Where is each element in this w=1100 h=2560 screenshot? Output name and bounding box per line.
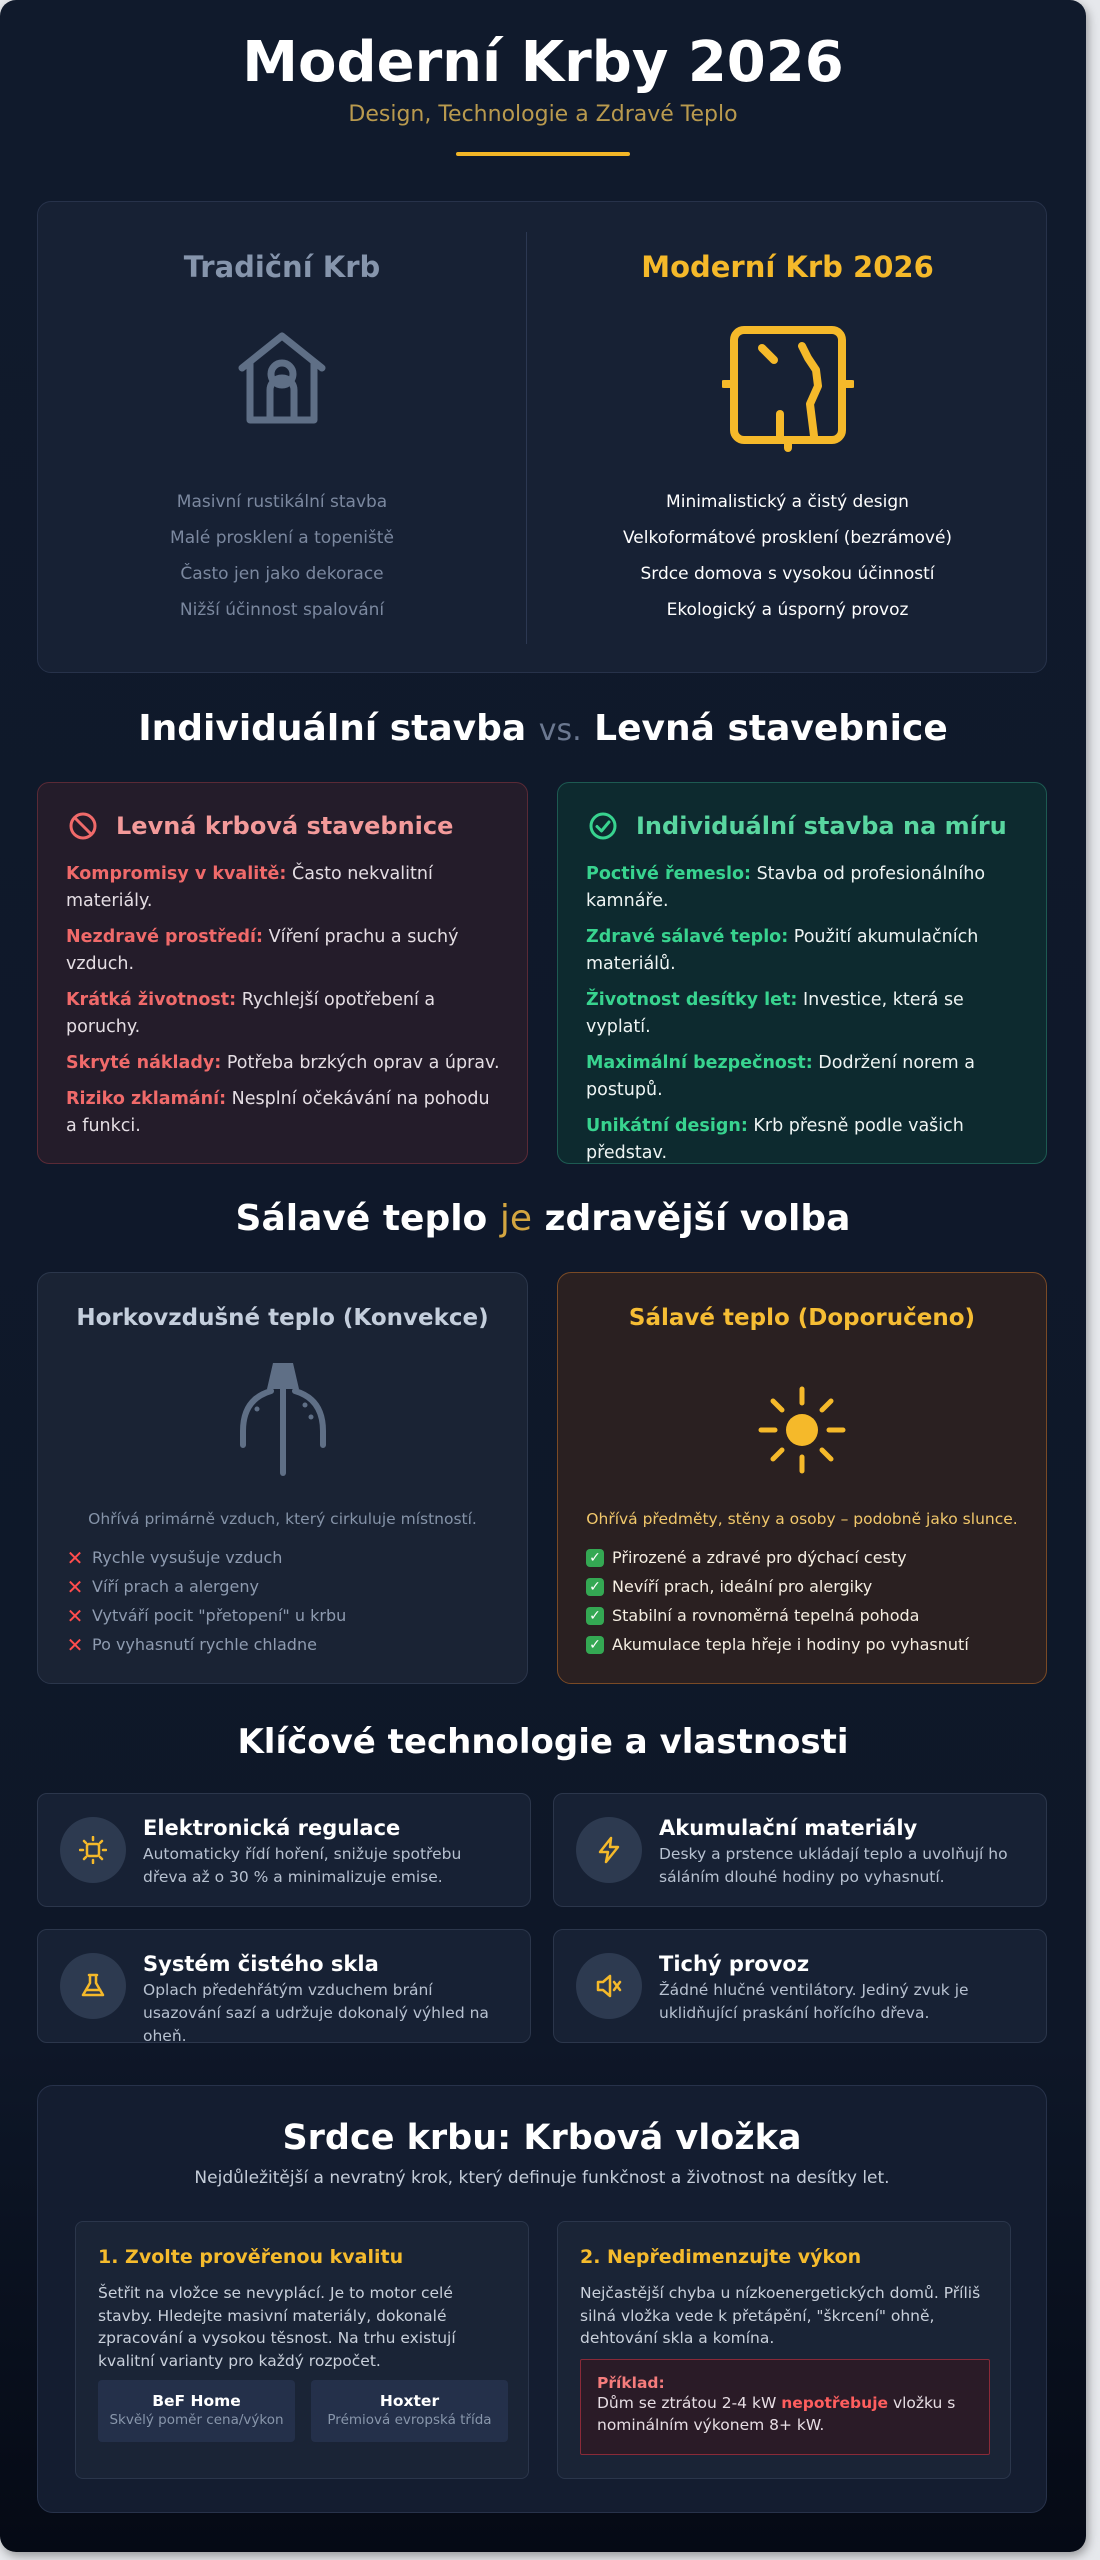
check-icon: ✓ — [586, 1578, 604, 1596]
feature-card — [37, 1793, 531, 1907]
feature-title: Systém čistého skla — [143, 1952, 379, 1976]
page-subtitle: Design, Technologie a Zdravé Teplo — [348, 102, 738, 127]
title-underline — [456, 152, 630, 156]
brand-box — [98, 2380, 295, 2442]
list-item: Maximální bezpečnost: Dodržení norem a postupů. — [586, 1053, 975, 1100]
title-right: Levná stavebnice — [594, 708, 948, 749]
step-title: 2. Nepředimenzujte výkon — [580, 2246, 862, 2268]
convection-card — [37, 1272, 528, 1684]
step-power — [557, 2221, 1011, 2479]
list-item: ✓ Akumulace tepla hřeje i hodiny po vyhasnutí — [586, 1630, 969, 1659]
example-text: Dům se ztrátou 2-4 kW nepotřebuje vložku s nominálním výkonem 8+ kW. — [597, 2394, 956, 2434]
flask-icon — [79, 1972, 107, 2000]
feature-icon-badge — [60, 1953, 126, 2019]
feature-text: Oplach předehřátým vzduchem brání usazování sazí a udržuje dokonalý výhled na oheň. — [143, 1981, 489, 2045]
list-item: Nižší účinnost spalování — [179, 600, 385, 620]
cross-icon: ✕ — [66, 1545, 84, 1570]
list-item: Srdce domova s vysokou účinností — [640, 564, 935, 584]
feature-icon-badge — [576, 1817, 642, 1883]
card-header — [588, 811, 1007, 841]
card-description: Ohřívá primárně vzduch, který cirkuluje místností. — [88, 1510, 477, 1528]
title-mid: je — [499, 1198, 532, 1239]
section-title-heat — [0, 1198, 1086, 1239]
insert-title: Srdce krbu: Krbová vložka — [282, 2118, 802, 2158]
list-item: ✕ Rychle vysušuje vzduch — [66, 1545, 283, 1570]
card-description: Ohřívá předměty, stěny a osoby – podobně jako slunce. — [586, 1510, 1018, 1528]
sun-regulator-icon — [79, 1836, 107, 1864]
list-item: ✕ Po vyhasnutí rychle chladne — [66, 1632, 317, 1657]
feature-card — [553, 1793, 1047, 1907]
list-item: Unikátní design: Krb přesně podle vašich představ. — [586, 1116, 964, 1163]
list-item: Kompromisy v kvalitě: Často nekvalitní materiály. — [66, 864, 433, 911]
card-title: Sálavé teplo (Doporučeno) — [628, 1305, 976, 1331]
list-item: Skryté náklady: Potřeba brzkých oprav a úprav. — [66, 1053, 500, 1073]
traditional-column — [38, 202, 526, 672]
step-text: Šetřit na vložce se nevyplácí. Je to motor celé stavby. Hledejte masivní materiály, dokonalé zpracování a vysokou těsnost. Na trhu existují kvalitní varianty pro každý rozpočet. — [98, 2284, 456, 2370]
traditional-title: Tradiční Krb — [183, 250, 381, 284]
feature-title: Tichý provoz — [659, 1952, 810, 1976]
modern-column — [527, 202, 1048, 672]
radiant-card — [557, 1272, 1047, 1684]
step-text: Nejčastější chyba u nízkoenergetických domů. Příliš silná vložka vede k přetápění, "škrcení" ohně, dehtování skla a komína. — [580, 2284, 981, 2347]
feature-text: Žádné hlučné ventilátory. Jediný zvuk je uklidňující praskání hořícího dřeva. — [659, 1981, 969, 2022]
list-item: ✕ Víří prach a alergeny — [66, 1574, 259, 1599]
brand-box — [311, 2380, 508, 2442]
card-title: Horkovzdušné teplo (Konvekce) — [76, 1305, 489, 1331]
modern-title: Moderní Krb 2026 — [641, 250, 934, 284]
check-icon: ✓ — [586, 1636, 604, 1654]
sun-icon — [757, 1385, 847, 1475]
list-item: Minimalistický a čistý design — [666, 492, 909, 512]
cross-icon: ✕ — [66, 1632, 84, 1657]
cheap-list — [66, 861, 503, 1149]
example-box — [580, 2359, 990, 2455]
list-item: Riziko zklamání: Nesplní očekávání na pohodu a funkci. — [66, 1089, 490, 1136]
card-title: Levná krbová stavebnice — [116, 812, 454, 840]
list-item: Malé prosklení a topeniště — [170, 528, 394, 548]
list-item: Poctivé řemeslo: Stavba od profesionálního kamnáře. — [586, 864, 986, 911]
feature-title: Elektronická regulace — [143, 1816, 401, 1840]
list-item: Velkoformátové prosklení (bezrámové) — [622, 528, 953, 548]
title-left: Sálavé teplo — [235, 1198, 488, 1239]
brand-name: Hoxter — [379, 2392, 440, 2410]
cross-icon: ✕ — [66, 1603, 84, 1628]
feature-card — [553, 1929, 1047, 2043]
insert-subtitle: Nejdůležitější a nevratný krok, který definuje funkčnost a životnost na desítky let. — [194, 2168, 890, 2188]
list-item: Nezdravé prostředí: Víření prachu a suchý vzduch. — [66, 927, 459, 974]
brand-name: BeF Home — [152, 2392, 241, 2410]
modern-list — [527, 484, 1048, 628]
air-vent-icon — [235, 1361, 331, 1477]
modern-fireplace-icon — [722, 324, 854, 452]
feature-icon-badge — [60, 1817, 126, 1883]
example-title: Příklad: — [597, 2374, 665, 2392]
list-item: Krátká životnost: Rychlejší opotřebení a poruchy. — [66, 990, 436, 1037]
list-item: ✓ Nevíří prach, ideální pro alergiky — [586, 1572, 969, 1601]
convection-list — [66, 1543, 346, 1659]
section-title-tech: Klíčové technologie a vlastnosti — [237, 1722, 849, 1762]
list-item: ✓ Přirozené a zdravé pro dýchací cesty — [586, 1543, 969, 1572]
list-item: Masivní rustikální stavba — [176, 492, 388, 512]
list-item: Zdravé sálavé teplo: Použití akumulačních materiálů. — [586, 927, 979, 974]
check-icon: ✓ — [586, 1607, 604, 1625]
house-icon — [232, 328, 332, 428]
check-icon: ✓ — [586, 1549, 604, 1567]
step-quality — [75, 2221, 529, 2479]
list-item: Často jen jako dekorace — [180, 564, 384, 584]
feature-text: Automaticky řídí hoření, snižuje spotřebu dřeva až o 30 % a minimalizuje emise. — [143, 1845, 462, 1886]
list-item: Životnost desítky let: Investice, která se vyplatí. — [586, 990, 964, 1037]
title-right: zdravější volba — [544, 1198, 851, 1239]
list-item: ✓ Stabilní a rovnoměrná tepelná pohoda — [586, 1601, 969, 1630]
list-item: ✕ Vytváří pocit "přetopení" u krbu — [66, 1603, 347, 1628]
page-title: Moderní Krby 2026 — [242, 30, 844, 95]
comparison-panel — [37, 201, 1047, 673]
brand-note: Prémiová evropská třída — [327, 2412, 492, 2428]
feature-card — [37, 1929, 531, 2043]
list-item: Ekologický a úsporný provoz — [666, 600, 909, 620]
custom-list — [586, 861, 1022, 1176]
title-left: Individuální stavba — [138, 708, 527, 749]
radiant-list — [586, 1543, 969, 1659]
vs-label: vs. — [538, 713, 582, 748]
traditional-list — [38, 484, 526, 628]
card-title: Individuální stavba na míru — [636, 812, 1007, 840]
card-header — [68, 811, 453, 841]
brand-note: Skvělý poměr cena/výkon — [109, 2412, 284, 2428]
feature-text: Desky a prstence ukládají teplo a uvolňují ho sáláním dlouhé hodiny po vyhasnutí. — [659, 1845, 1008, 1886]
cross-icon: ✕ — [66, 1574, 84, 1599]
section-title-build — [0, 708, 1086, 749]
custom-build-card — [557, 782, 1047, 1164]
lightning-icon — [595, 1836, 623, 1864]
cheap-kit-card — [37, 782, 528, 1164]
speaker-mute-icon — [595, 1972, 623, 2000]
step-title: 1. Zvolte prověřenou kvalitu — [98, 2246, 404, 2268]
ban-icon — [68, 811, 98, 841]
check-circle-icon — [588, 811, 618, 841]
insert-section — [37, 2085, 1047, 2513]
feature-icon-badge — [576, 1953, 642, 2019]
feature-title: Akumulační materiály — [659, 1816, 918, 1840]
